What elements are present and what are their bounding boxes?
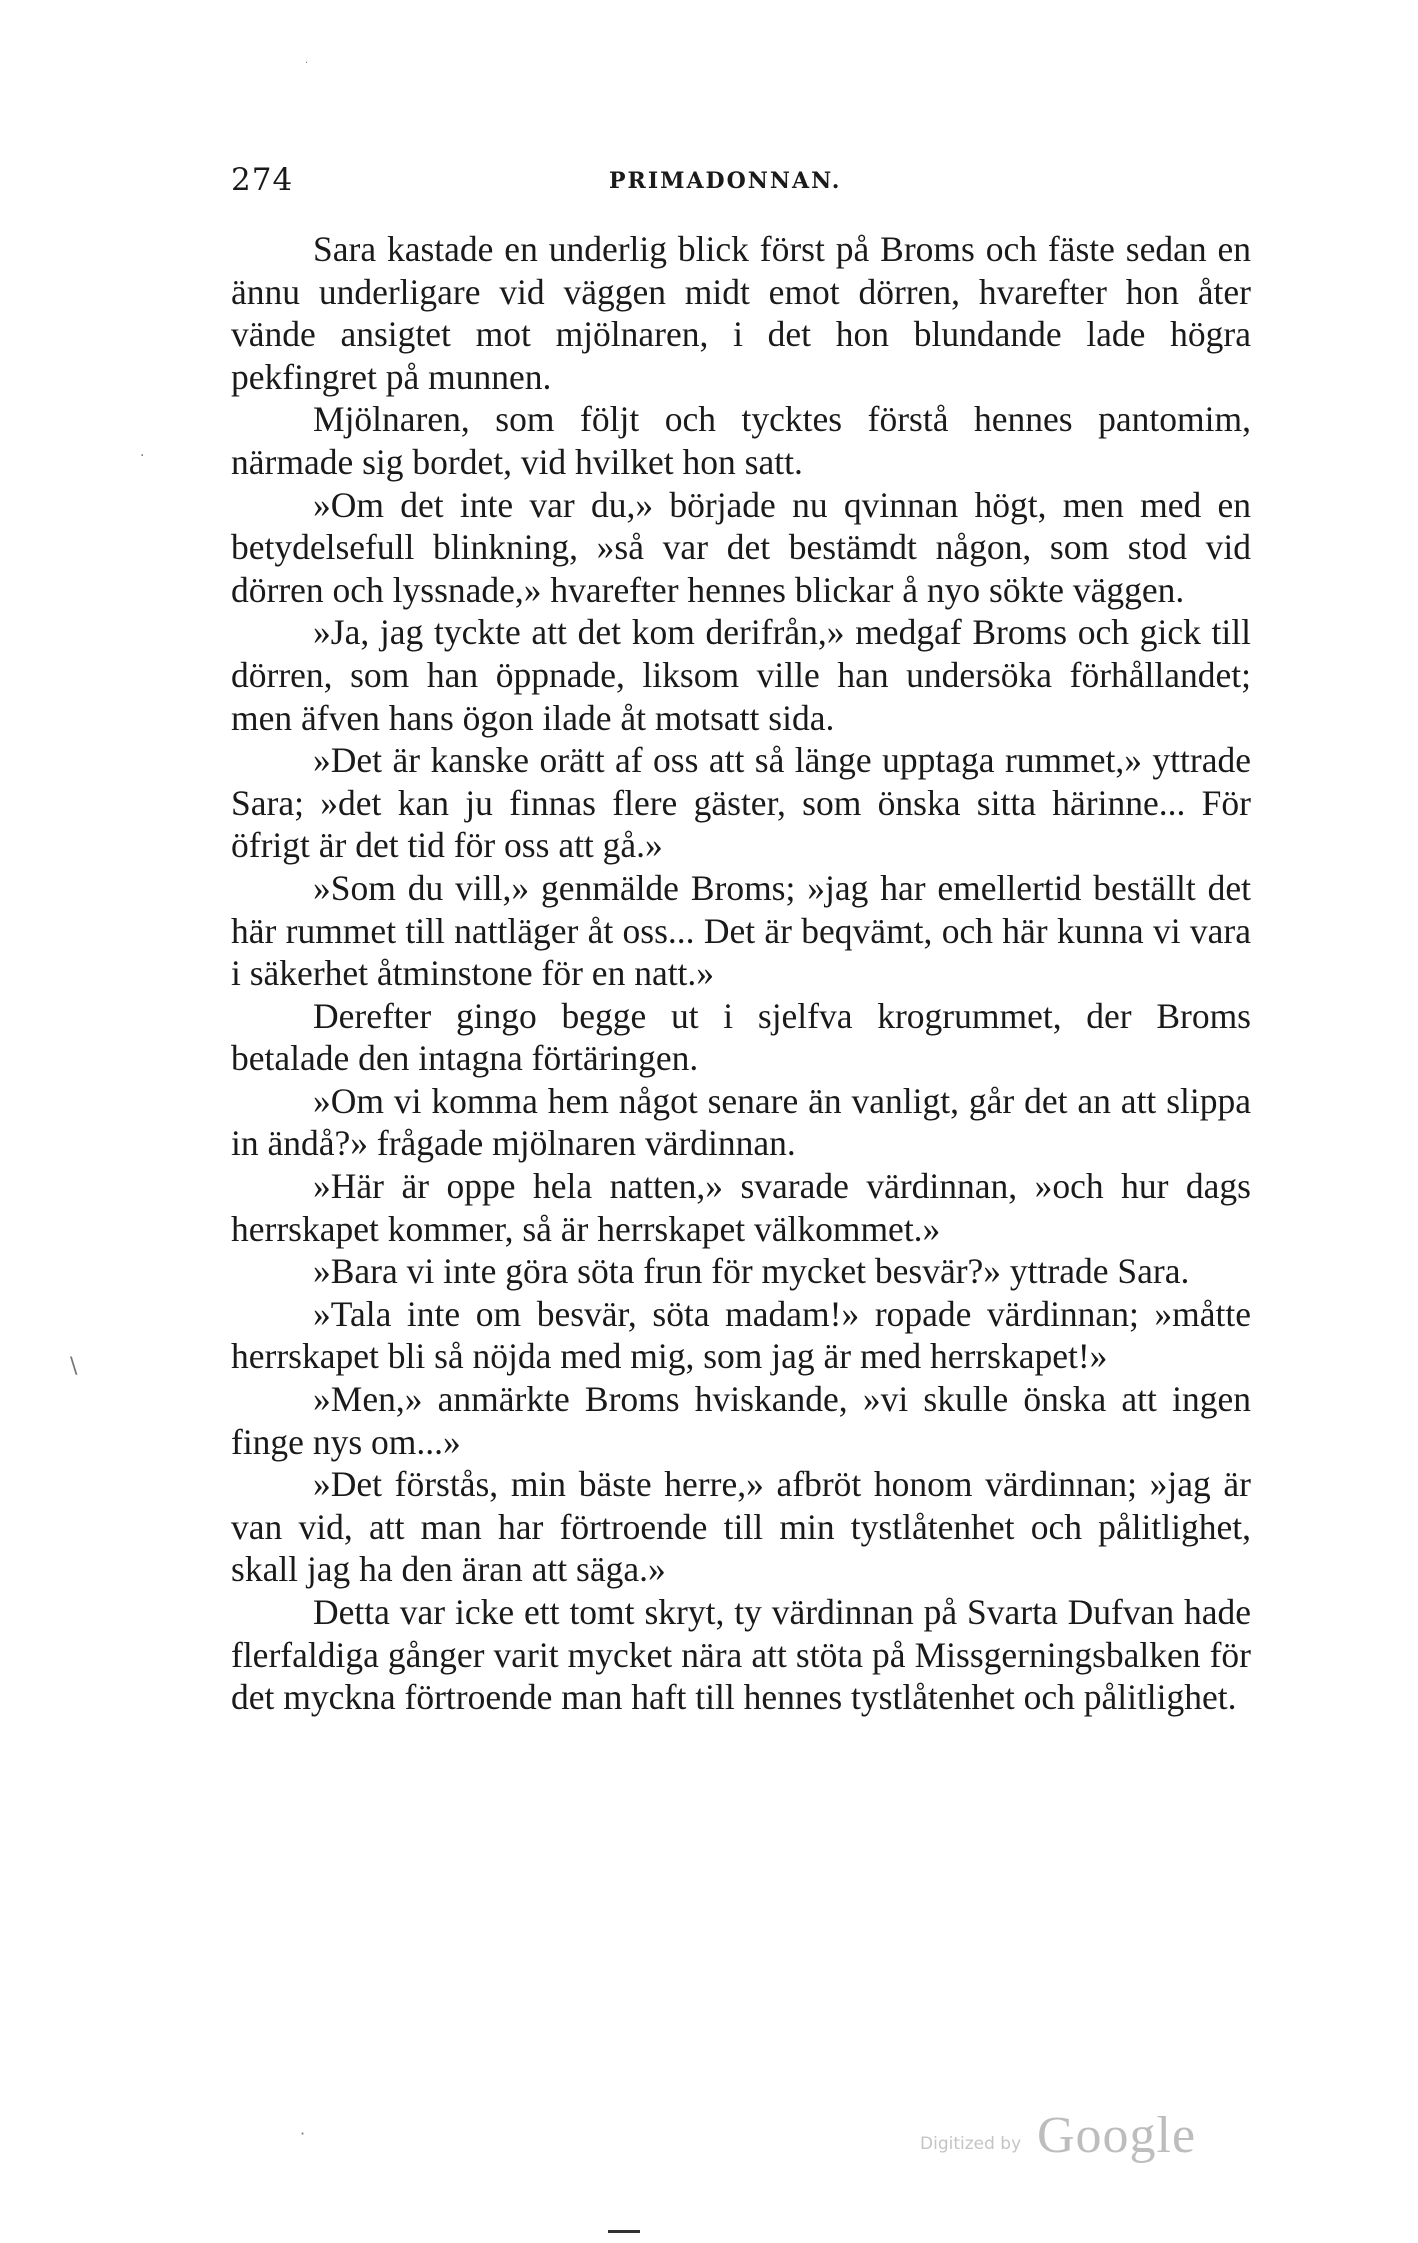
paragraph: »Tala inte om besvär, söta madam!» ropade värdinnan; »måtte herrskapet bli så nöjda med mig, som jag är med herrskapet!» <box>231 1293 1251 1377</box>
paragraph: »Här är oppe hela natten,» svarade värdinnan, »och hur dags herrskapet kommer, så är herrskapet välkommet.» <box>231 1166 1251 1249</box>
paragraph: Mjölnaren, som följt och tycktes förstå hennes pantomim, närmade sig bordet, vid hvilket hon satt. <box>231 399 1251 482</box>
paragraph: »Det förstås, min bäste herre,» afbröt honom värdinnan; »jag är van vid, att man har förtroende till min tystlåtenhet och pålitlighet, skall jag ha den äran att säga.» <box>231 1464 1251 1590</box>
paragraph: »Om vi komma hem något senare än vanligt, går det an att slippa in ändå?» frågade mjölnaren värdinnan. <box>231 1080 1251 1164</box>
paragraph: »Bara vi inte göra söta frun för mycket besvär?» yttrade Sara. <box>313 1251 1190 1292</box>
page-header <box>231 162 1251 202</box>
paragraph: »Som du vill,» genmälde Broms; »jag har emellertid beställt det här rummet till nattläger åt oss... Det är beqvämt, och här kunna vi vara i säkerhet åtminstone för en natt.» <box>231 867 1251 994</box>
paragraph: »Det är kanske orätt af oss att så länge upptaga rummet,» yttrade Sara; »det kan ju finnas flere gäster, som önska sitta härinne... För öfrigt är det tid för oss att gå.» <box>231 740 1251 866</box>
paragraph: Derefter gingo begge ut i sjelfva krogrummet, der Broms betalade den intagna förtäringen. <box>231 995 1251 1079</box>
paragraph: »Ja, jag tyckte att det kom derifrån,» medgaf Broms och gick till dörren, som han öppnade, liksom ville han undersöka förhållandet; men äfven hans ögon ilade åt motsatt sida. <box>231 612 1251 738</box>
paragraph: »Men,» anmärkte Broms hviskande, »vi skulle önska att ingen finge nys om...» <box>231 1379 1251 1462</box>
watermark-prefix: Digitized by <box>920 2134 1022 2154</box>
scan-speck-mark: · <box>300 2124 306 2143</box>
scan-speck-mark: · <box>305 58 309 69</box>
scan-speck-mark: \ <box>70 1354 78 1379</box>
google-logo: Google <box>1037 2107 1197 2164</box>
paragraph: Detta var icke ett tomt skryt, ty värdinnan på Svarta Dufvan hade flerfaldiga gånger varit mycket nära att stöta på Missgerningsbalken för det myckna förtroende man haft till hennes tystlåtenhet och pålitlighet. <box>231 1592 1251 1718</box>
scan-speck-mark: · <box>140 448 145 464</box>
page-number: 274 <box>231 162 294 198</box>
bottom-dash-mark <box>608 2230 640 2233</box>
paragraph: »Om det inte var du,» började nu qvinnan högt, men med en betydelsefull blinkning, »så var det bestämdt någon, som stod vid dörren och lyssnade,» hvarefter hennes blickar å nyo sökte väggen. <box>231 484 1251 610</box>
body-text <box>231 228 1251 1719</box>
digitized-by-google-watermark <box>920 2106 1220 2166</box>
running-title: PRIMADONNAN. <box>609 168 842 194</box>
paragraph: Sara kastade en underlig blick först på Broms och fäste sedan en ännu underligare vid väggen midt emot dörren, hvarefter hon åter vände ansigtet mot mjölnaren, i det hon blundande lade högra pekfingret på munnen. <box>231 229 1251 397</box>
